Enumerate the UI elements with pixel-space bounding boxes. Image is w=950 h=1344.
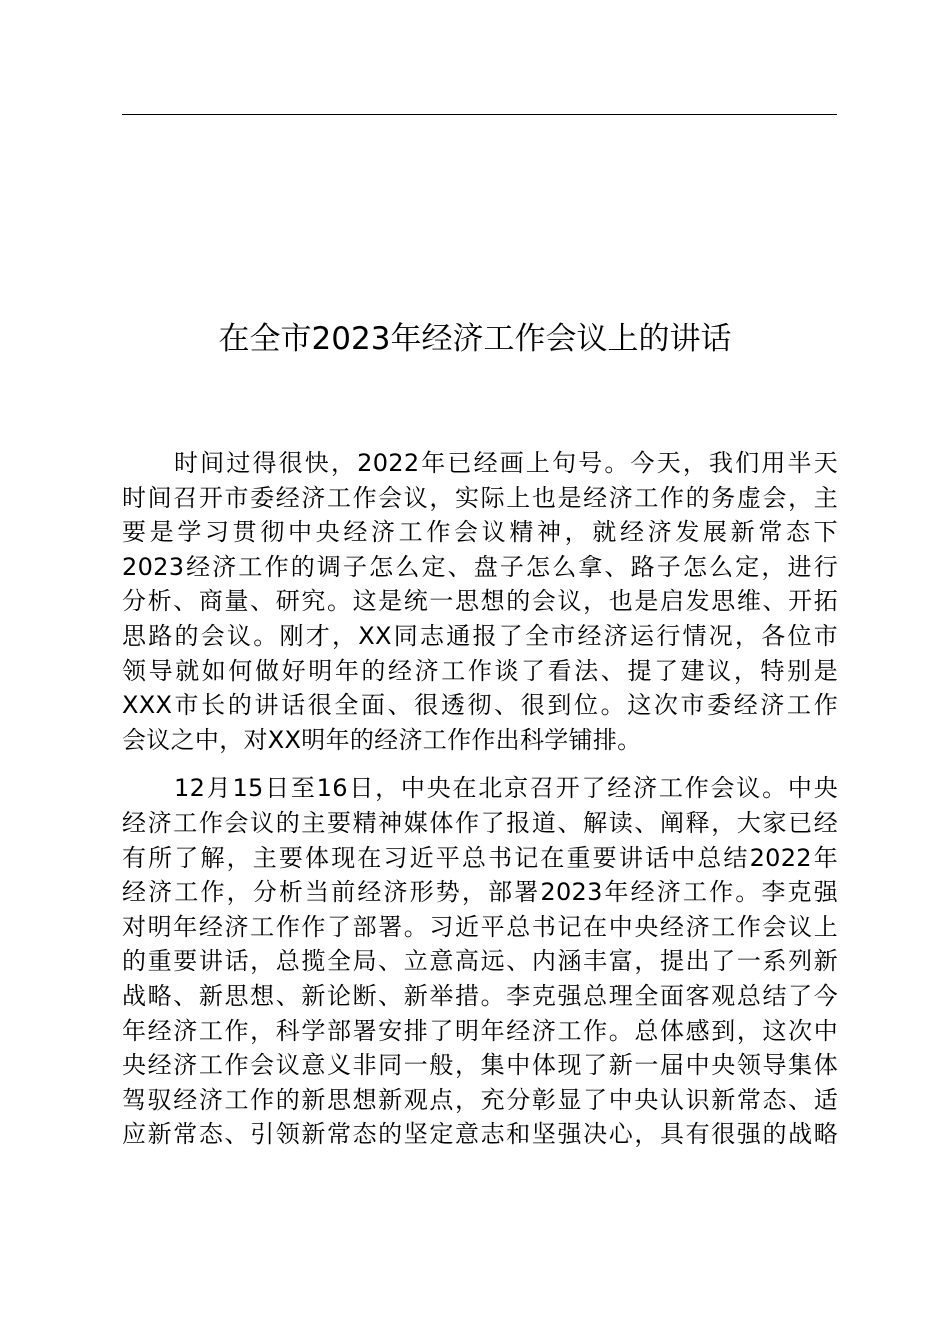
paragraph-line: 驾驭经济工作的新思想新观点，充分彰显了中央认识新常态、适 [122,1085,838,1114]
paragraph-line: 应新常态、引领新常态的坚定意志和坚强决心，具有很强的战略 [122,1120,838,1149]
paragraph-line: 时间过得很快，2022年已经画上句号。今天，我们用半天 [174,449,838,477]
paragraph-line: 年经济工作，科学部署安排了明年经济工作。总体感到，这次中 [122,1016,838,1045]
header-rule [122,114,837,115]
document-body [122,446,838,1152]
paragraph-line: 经济工作，分析当前经济形势，部署2023年经济工作。李克强 [122,878,838,907]
paragraph-line: XXX市长的讲话很全面、很透彻、很到位。这次市委经济工作 [122,691,838,720]
paragraph-line: 会议之中，对XX明年的经济工作作出科学铺排。 [122,725,642,754]
paragraph-line: 思路的会议。刚才，XX同志通报了全市经济运行情况，各位市 [122,621,838,650]
document-title: 在全市2023年经济工作会议上的讲话 [218,321,732,357]
paragraph-1 [122,446,838,757]
paragraph-line: 央经济工作会议意义非同一般，集中体现了新一届中央领导集体 [122,1051,838,1080]
paragraph-line: 有所了解，主要体现在习近平总书记在重要讲话中总结2022年 [122,843,838,872]
paragraph-line: 12月15日至16日，中央在北京召开了经济工作会议。中央 [174,774,838,803]
paragraph-2 [122,771,838,1152]
paragraph-line: 对明年经济工作作了部署。习近平总书记在中央经济工作会议上 [122,912,838,941]
paragraph-line: 领导就如何做好明年的经济工作谈了看法、提了建议，特别是 [122,656,838,685]
paragraph-line: 的重要讲话，总揽全局、立意高远、内涵丰富，提出了一系列新 [122,947,838,976]
paragraph-line: 分析、商量、研究。这是统一思想的会议，也是启发思维、开拓 [122,587,838,616]
paragraph-line: 要是学习贯彻中央经济工作会议精神，就经济发展新常态下 [122,518,838,547]
paragraph-spacer [122,757,838,771]
paragraph-line: 时间召开市委经济工作会议，实际上也是经济工作的务虚会，主 [122,483,838,512]
paragraph-line: 2023经济工作的调子怎么定、盘子怎么拿、路子怎么定，进行 [122,552,838,581]
paragraph-line: 战略、新思想、新论断、新举措。李克强总理全面客观总结了今 [122,981,838,1010]
paragraph-line: 经济工作会议的主要精神媒体作了报道、解读、阐释，大家已经 [122,808,838,837]
